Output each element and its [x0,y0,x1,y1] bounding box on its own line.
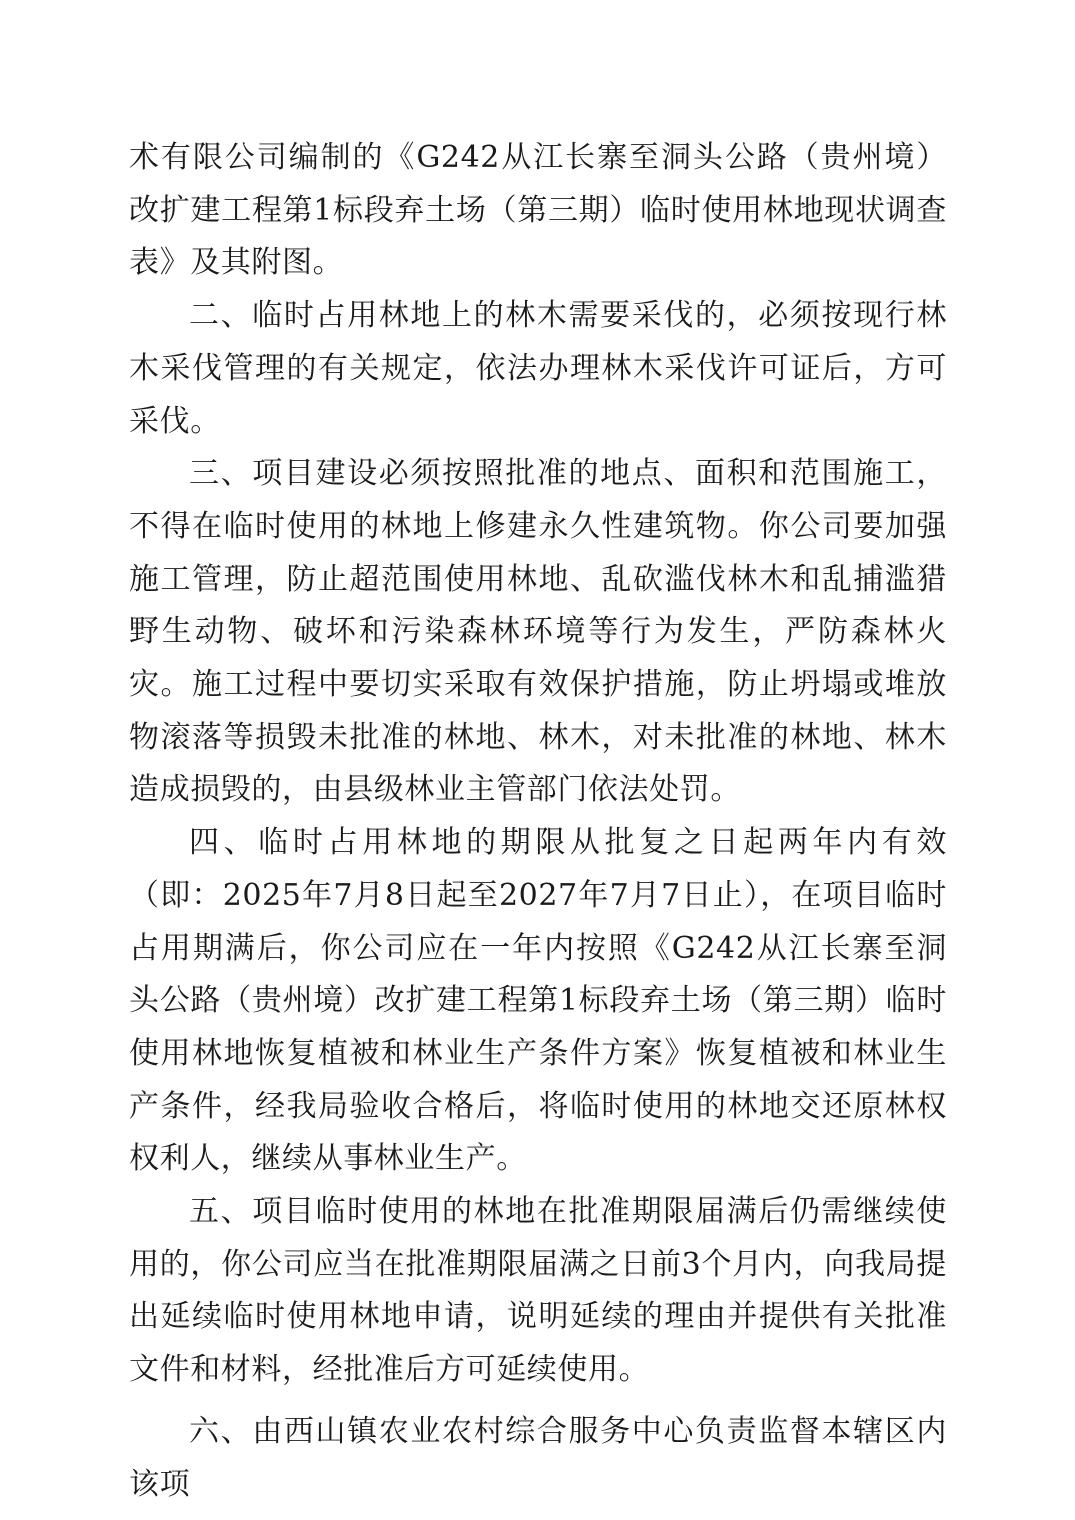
paragraph-item-2: 二、临时占用林地上的林木需要采伐的，必须按现行林木采伐管理的有关规定，依法办理林木采伐许可证后，方可采伐。 [129,298,947,439]
paragraph-gap [129,1397,947,1406]
paragraph-item-6: 六、由西山镇农业农村综合服务中心负责监督本辖区内该项 [129,1413,947,1502]
document-body [129,132,947,1511]
paragraph-item-4: 四、临时占用林地的期限从批复之日起两年内有效（即：2025年7月8日起至2027年7月7日止），在项目临时占用期满后，你公司应在一年内按照《G242从江长寨至洞头公路（贵州境）改扩建工程第1标段弃土场（第三期）临时使用林地恢复植被和林业生产条件方案》恢复植被和林业生产条件，经我局验收合格后，将临时使用的林地交还原林权权利人，继续从事林业生产。 [129,825,947,1177]
paragraph-item-3: 三、项目建设必须按照批准的地点、面积和范围施工，不得在临时使用的林地上修建永久性建筑物。你公司要加强施工管理，防止超范围使用林地、乱砍滥伐林木和乱捕滥猎野生动物、破坏和污染森林环境等行为发生，严防森林火灾。施工过程中要切实采取有效保护措施，防止坍塌或堆放物滚落等损毁未批准的林地、林木，对未批准的林地、林木造成损毁的，由县级林业主管部门依法处罚。 [129,456,947,808]
paragraph-item-5: 五、项目临时使用的林地在批准期限届满后仍需继续使用的，你公司应当在批准期限届满之日前3个月内，向我局提出延续临时使用林地申请，说明延续的理由并提供有关批准文件和材料，经批准后方可延续使用。 [129,1194,947,1388]
paragraph-continuation: 术有限公司编制的《G242从江长寨至洞头公路（贵州境）改扩建工程第1标段弃土场（第三期）临时使用林地现状调查表》及其附图。 [129,140,947,281]
